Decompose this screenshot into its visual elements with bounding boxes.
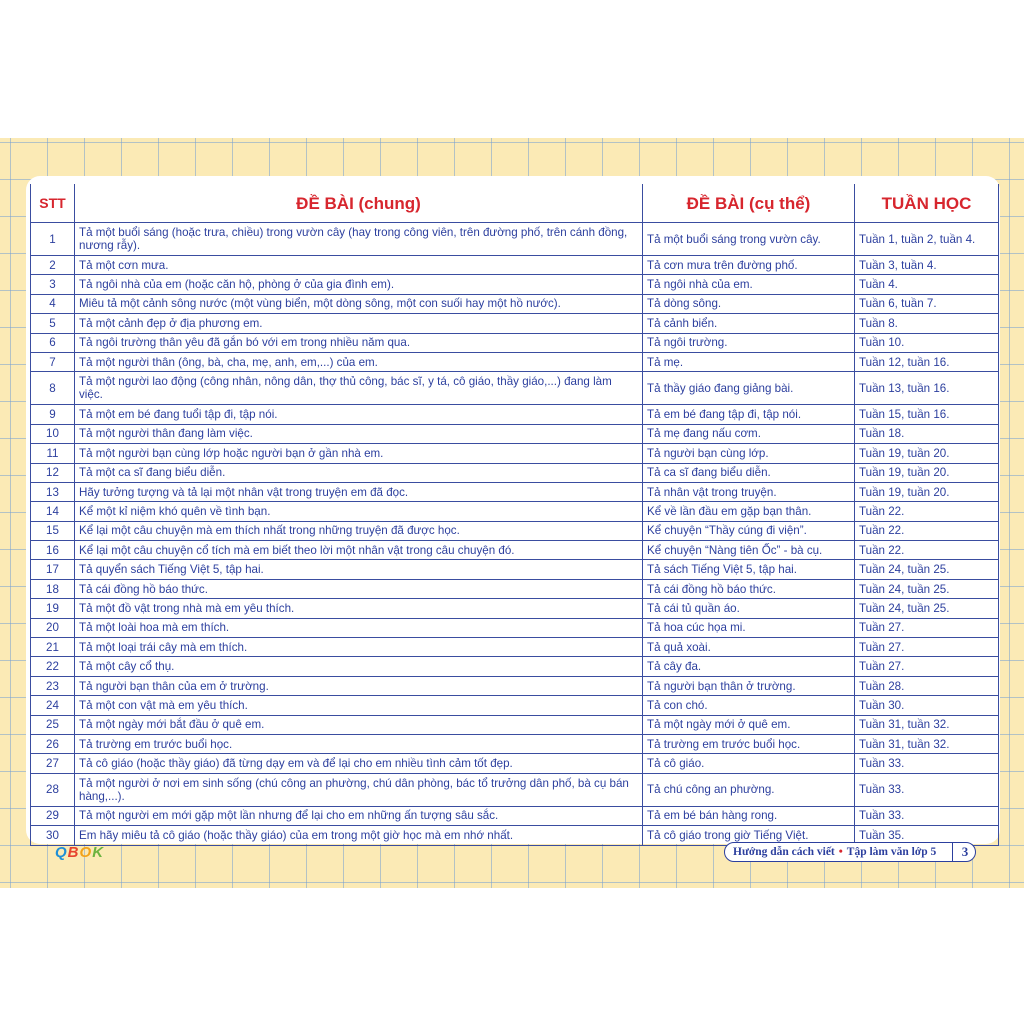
table-row: [31, 696, 999, 715]
specific-topic-cell: Tả cây đa.: [643, 657, 855, 676]
general-topic-cell: Tả một người thân (ông, bà, cha, mẹ, anh, em,...) của em.: [75, 352, 643, 371]
row-number-cell: 20: [31, 618, 75, 637]
study-week-cell: Tuần 19, tuần 20.: [855, 482, 999, 501]
general-topic-cell: Tả một loại trái cây mà em thích.: [75, 638, 643, 657]
table-row: [31, 502, 999, 521]
specific-topic-cell: Tả em bé bán hàng rong.: [643, 806, 855, 825]
study-week-cell: Tuần 6, tuần 7.: [855, 294, 999, 313]
general-topic-cell: Tả một người em mới gặp một lần nhưng để lại cho em những ấn tượng sâu sắc.: [75, 806, 643, 825]
specific-topic-cell: Tả ca sĩ đang biểu diễn.: [643, 463, 855, 482]
table-row: [31, 463, 999, 482]
table-row: [31, 333, 999, 352]
study-week-cell: Tuần 4.: [855, 275, 999, 294]
study-week-cell: Tuần 12, tuần 16.: [855, 352, 999, 371]
table-row: [31, 372, 999, 405]
table-row: [31, 256, 999, 275]
row-number-cell: 1: [31, 223, 75, 256]
study-week-cell: Tuần 27.: [855, 638, 999, 657]
specific-topic-cell: Tả nhân vật trong truyện.: [643, 482, 855, 501]
study-week-cell: Tuần 30.: [855, 696, 999, 715]
table-row: [31, 734, 999, 753]
general-topic-cell: Tả một cây cổ thụ.: [75, 657, 643, 676]
row-number-cell: 22: [31, 657, 75, 676]
study-week-cell: Tuần 24, tuần 25.: [855, 599, 999, 618]
table-row: [31, 223, 999, 256]
general-topic-cell: Tả một con vật mà em yêu thích.: [75, 696, 643, 715]
general-topic-cell: Hãy tưởng tượng và tả lại một nhân vật trong truyện em đã đọc.: [75, 482, 643, 501]
study-week-cell: Tuần 33.: [855, 754, 999, 773]
row-number-cell: 2: [31, 256, 75, 275]
study-week-cell: Tuần 28.: [855, 676, 999, 695]
table-row: [31, 275, 999, 294]
row-number-cell: 30: [31, 826, 75, 845]
table-row: [31, 314, 999, 333]
row-number-cell: 8: [31, 372, 75, 405]
table-row: [31, 579, 999, 598]
specific-topic-cell: Tả cơn mưa trên đường phố.: [643, 256, 855, 275]
study-week-cell: Tuần 31, tuần 32.: [855, 715, 999, 734]
book-guide-label: Hướng dẫn cách viết: [733, 846, 835, 858]
specific-topic-cell: Tả con chó.: [643, 696, 855, 715]
study-week-cell: Tuần 33.: [855, 773, 999, 806]
logo-letter: B: [67, 844, 80, 861]
study-week-cell: Tuần 19, tuần 20.: [855, 463, 999, 482]
general-topic-cell: Tả một cảnh đẹp ở địa phương em.: [75, 314, 643, 333]
row-number-cell: 24: [31, 696, 75, 715]
study-week-cell: Tuần 15, tuần 16.: [855, 405, 999, 424]
general-topic-cell: Tả quyển sách Tiếng Việt 5, tập hai.: [75, 560, 643, 579]
study-week-cell: Tuần 22.: [855, 502, 999, 521]
table-row: [31, 599, 999, 618]
row-number-cell: 17: [31, 560, 75, 579]
specific-topic-cell: Tả mẹ.: [643, 352, 855, 371]
specific-topic-cell: Tả dòng sông.: [643, 294, 855, 313]
row-number-cell: 3: [31, 275, 75, 294]
specific-topic-cell: Kể chuyện “Nàng tiên Ốc” - bà cụ.: [643, 541, 855, 560]
general-topic-cell: Tả một đồ vật trong nhà mà em yêu thích.: [75, 599, 643, 618]
title-separator: •: [838, 846, 843, 858]
table-header-row: [31, 184, 999, 223]
study-week-cell: Tuần 3, tuần 4.: [855, 256, 999, 275]
page-number: 3: [952, 842, 977, 862]
study-week-cell: Tuần 18.: [855, 424, 999, 443]
table-row: [31, 773, 999, 806]
table-row: [31, 294, 999, 313]
row-number-cell: 6: [31, 333, 75, 352]
specific-topic-cell: Tả một buổi sáng trong vườn cây.: [643, 223, 855, 256]
general-topic-cell: Tả ngôi trường thân yêu đã gắn bó với em trong nhiều năm qua.: [75, 333, 643, 352]
table-row: [31, 541, 999, 560]
row-number-cell: 4: [31, 294, 75, 313]
row-number-cell: 12: [31, 463, 75, 482]
table-row: [31, 352, 999, 371]
study-week-cell: Tuần 27.: [855, 618, 999, 637]
study-week-cell: Tuần 19, tuần 20.: [855, 444, 999, 463]
essay-topics-table: [30, 184, 999, 846]
table-row: [31, 754, 999, 773]
header-specific-topic: ĐỀ BÀI (cụ thể): [643, 184, 855, 223]
general-topic-cell: Tả một ca sĩ đang biểu diễn.: [75, 463, 643, 482]
specific-topic-cell: Kể chuyện “Thầy cúng đi viện”.: [643, 521, 855, 540]
row-number-cell: 7: [31, 352, 75, 371]
general-topic-cell: Tả một người ở nơi em sinh sống (chú công an phường, chú dân phòng, bác tổ trưởng dân phố, bà cụ bán hàng,...).: [75, 773, 643, 806]
row-number-cell: 5: [31, 314, 75, 333]
study-week-cell: Tuần 24, tuần 25.: [855, 560, 999, 579]
study-week-cell: Tuần 8.: [855, 314, 999, 333]
header-study-week: TUẦN HỌC: [855, 184, 999, 223]
table-row: [31, 424, 999, 443]
row-number-cell: 27: [31, 754, 75, 773]
study-week-cell: Tuần 24, tuần 25.: [855, 579, 999, 598]
specific-topic-cell: Tả cô giáo.: [643, 754, 855, 773]
general-topic-cell: Tả một cơn mưa.: [75, 256, 643, 275]
specific-topic-cell: Tả chú công an phường.: [643, 773, 855, 806]
study-week-cell: Tuần 1, tuần 2, tuần 4.: [855, 223, 999, 256]
study-week-cell: Tuần 10.: [855, 333, 999, 352]
book-title-label: Tập làm văn lớp 5: [846, 846, 937, 858]
book-title-tab: [724, 842, 976, 862]
specific-topic-cell: Tả cảnh biển.: [643, 314, 855, 333]
table-row: [31, 676, 999, 695]
specific-topic-cell: Tả cái đồng hồ báo thức.: [643, 579, 855, 598]
specific-topic-cell: Tả quả xoài.: [643, 638, 855, 657]
table-row: [31, 405, 999, 424]
specific-topic-cell: Tả thầy giáo đang giảng bài.: [643, 372, 855, 405]
general-topic-cell: Tả ngôi nhà của em (hoặc căn hộ, phòng ở của gia đình em).: [75, 275, 643, 294]
row-number-cell: 10: [31, 424, 75, 443]
specific-topic-cell: Tả sách Tiếng Việt 5, tập hai.: [643, 560, 855, 579]
row-number-cell: 26: [31, 734, 75, 753]
general-topic-cell: Miêu tả một cảnh sông nước (một vùng biển, một dòng sông, một con suối hay một hồ nước).: [75, 294, 643, 313]
table-row: [31, 444, 999, 463]
header-general-topic: ĐỀ BÀI (chung): [75, 184, 643, 223]
header-stt: STT: [31, 184, 75, 223]
row-number-cell: 29: [31, 806, 75, 825]
general-topic-cell: Kể lại một câu chuyện cổ tích mà em biết theo lời một nhân vật trong câu chuyện đó.: [75, 541, 643, 560]
study-week-cell: Tuần 31, tuần 32.: [855, 734, 999, 753]
specific-topic-cell: Tả cái tủ quần áo.: [643, 599, 855, 618]
general-topic-cell: Kể một kỉ niệm khó quên về tình bạn.: [75, 502, 643, 521]
specific-topic-cell: Tả người bạn cùng lớp.: [643, 444, 855, 463]
table-row: [31, 560, 999, 579]
specific-topic-cell: Tả một ngày mới ở quê em.: [643, 715, 855, 734]
general-topic-cell: Tả cái đồng hồ báo thức.: [75, 579, 643, 598]
general-topic-cell: Tả một buổi sáng (hoặc trưa, chiều) trong vườn cây (hay trong công viên, trên đường phố, trên cánh đồng, nương rẫy).: [75, 223, 643, 256]
general-topic-cell: Tả người bạn thân của em ở trường.: [75, 676, 643, 695]
general-topic-cell: Tả trường em trước buổi học.: [75, 734, 643, 753]
row-number-cell: 14: [31, 502, 75, 521]
table-row: [31, 482, 999, 501]
study-week-cell: Tuần 13, tuần 16.: [855, 372, 999, 405]
study-week-cell: Tuần 33.: [855, 806, 999, 825]
row-number-cell: 18: [31, 579, 75, 598]
general-topic-cell: Tả một người thân đang làm việc.: [75, 424, 643, 443]
specific-topic-cell: Tả ngôi nhà của em.: [643, 275, 855, 294]
general-topic-cell: Tả một em bé đang tuổi tập đi, tập nói.: [75, 405, 643, 424]
general-topic-cell: Tả cô giáo (hoặc thầy giáo) đã từng dạy em và để lại cho em nhiều tình cảm tốt đẹp.: [75, 754, 643, 773]
general-topic-cell: Tả một người lao động (công nhân, nông dân, thợ thủ công, bác sĩ, y tá, cô giáo, thầy giáo,...) đang làm việc.: [75, 372, 643, 405]
table-row: [31, 618, 999, 637]
general-topic-cell: Tả một ngày mới bắt đầu ở quê em.: [75, 715, 643, 734]
row-number-cell: 25: [31, 715, 75, 734]
specific-topic-cell: Kể về lần đầu em gặp bạn thân.: [643, 502, 855, 521]
general-topic-cell: Tả một người bạn cùng lớp hoặc người bạn ở gần nhà em.: [75, 444, 643, 463]
study-week-cell: Tuần 27.: [855, 657, 999, 676]
general-topic-cell: Em hãy miêu tả cô giáo (hoặc thầy giáo) của em trong một giờ học mà em nhớ nhất.: [75, 826, 643, 845]
specific-topic-cell: Tả ngôi trường.: [643, 333, 855, 352]
study-week-cell: Tuần 35.: [855, 826, 999, 845]
table-row: [31, 638, 999, 657]
specific-topic-cell: Tả trường em trước buổi học.: [643, 734, 855, 753]
specific-topic-cell: Tả người bạn thân ở trường.: [643, 676, 855, 695]
logo-letter: K: [92, 844, 105, 861]
row-number-cell: 19: [31, 599, 75, 618]
specific-topic-cell: Tả cô giáo trong giờ Tiếng Việt.: [643, 826, 855, 845]
general-topic-cell: Kể lại một câu chuyện mà em thích nhất trong những truyện đã được học.: [75, 521, 643, 540]
study-week-cell: Tuần 22.: [855, 541, 999, 560]
row-number-cell: 23: [31, 676, 75, 695]
row-number-cell: 21: [31, 638, 75, 657]
table-row: [31, 657, 999, 676]
table-row: [31, 806, 999, 825]
row-number-cell: 15: [31, 521, 75, 540]
table-row: [31, 715, 999, 734]
row-number-cell: 13: [31, 482, 75, 501]
logo-letter: O: [79, 844, 93, 861]
table-row: [31, 521, 999, 540]
row-number-cell: 11: [31, 444, 75, 463]
logo-letter: Q: [55, 844, 68, 861]
study-week-cell: Tuần 22.: [855, 521, 999, 540]
specific-topic-cell: Tả hoa cúc họa mi.: [643, 618, 855, 637]
publisher-logo: [55, 844, 104, 861]
specific-topic-cell: Tả em bé đang tập đi, tập nói.: [643, 405, 855, 424]
row-number-cell: 28: [31, 773, 75, 806]
specific-topic-cell: Tả mẹ đang nấu cơm.: [643, 424, 855, 443]
row-number-cell: 9: [31, 405, 75, 424]
general-topic-cell: Tả một loài hoa mà em thích.: [75, 618, 643, 637]
row-number-cell: 16: [31, 541, 75, 560]
